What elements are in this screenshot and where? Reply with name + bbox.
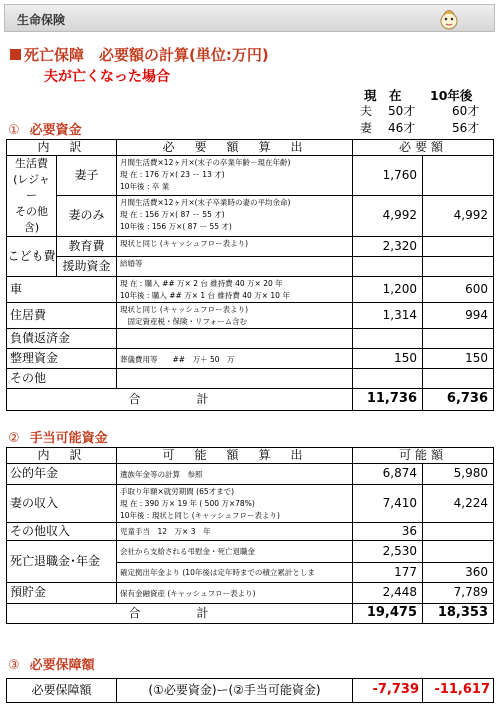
col-header-calc: 可 能 額 算 出 <box>117 448 353 464</box>
header-label: 生命保険 <box>17 13 66 27</box>
table-row <box>7 156 494 196</box>
wife-age-later: 56才 <box>452 121 480 135</box>
wife-label: 妻 <box>360 121 373 135</box>
available-funds-table <box>6 447 494 624</box>
table-row <box>7 369 494 389</box>
col-header-amount: 必要額 <box>353 140 494 156</box>
savings-later: 7,789 <box>423 583 494 604</box>
total-later: 6,736 <box>423 389 494 411</box>
table-row <box>7 329 494 349</box>
education-now: 2,320 <box>353 237 423 257</box>
later-label: 10年後 <box>430 88 473 103</box>
section1-heading: ① 必要資金 <box>8 123 82 138</box>
total-now: 11,736 <box>353 389 423 411</box>
retirement-r2-later: 360 <box>423 563 494 583</box>
car-label: 車 <box>7 277 117 303</box>
wife-age-now: 46才 <box>388 121 416 135</box>
table-row <box>7 277 494 303</box>
mascot-icon <box>436 5 462 31</box>
wife-child-label: 妻子 <box>57 156 117 196</box>
total-row <box>7 604 494 624</box>
page-header <box>4 4 495 32</box>
table-row <box>7 583 494 604</box>
other-income-now: 36 <box>353 523 423 541</box>
aid-label: 援助資金 <box>57 257 117 277</box>
coverage-formula: (①必要資金)ー(②手当可能資金) <box>117 679 353 703</box>
col-header-calc: 必 要 額 算 出 <box>117 140 353 156</box>
retirement-r1-later <box>423 541 494 563</box>
savings-label: 預貯金 <box>7 583 117 604</box>
title-text: 死亡保障 必要額の計算(単位:万円) <box>24 46 269 64</box>
other-now <box>353 369 423 389</box>
col-header-item: 内 訳 <box>7 448 117 464</box>
husband-age-later: 60才 <box>452 104 480 118</box>
wife-income-label: 妻の収入 <box>7 485 117 523</box>
funeral-now: 150 <box>353 349 423 369</box>
table-row <box>7 485 494 523</box>
table-row <box>7 523 494 541</box>
table-row <box>7 349 494 369</box>
wife-income-now: 7,410 <box>353 485 423 523</box>
husband-age-now: 50才 <box>388 104 416 118</box>
other-income-notes: 児童手当 12 万× 3 年 <box>117 523 353 541</box>
other-later <box>423 369 494 389</box>
savings-now: 2,448 <box>353 583 423 604</box>
wife-only-notes: 月間生活費×12ヶ月×(末子卒業時の妻の平均余命) 現 在 : 156 万×( 87 ー 55 才) 10年後 : 156 万×( 87 ー 55 才) <box>117 195 353 236</box>
table-row <box>7 679 494 703</box>
aid-now <box>353 257 423 277</box>
housing-notes: 現状と同じ (キャッシュフロー表より) 固定資産税・保険・リフォーム含む <box>117 303 353 329</box>
wife-only-later: 4,992 <box>423 195 494 236</box>
coverage-label: 必要保障額 <box>7 679 117 703</box>
housing-now: 1,314 <box>353 303 423 329</box>
education-notes: 現状と同じ (キャッシュフロー表より) <box>117 237 353 257</box>
retirement-r2-now: 177 <box>353 563 423 583</box>
housing-later: 994 <box>423 303 494 329</box>
table-header-row <box>7 140 494 156</box>
table-row <box>7 303 494 329</box>
table-row <box>7 237 494 257</box>
pension-now: 6,874 <box>353 464 423 485</box>
section2-heading: ② 手当可能資金 <box>8 431 108 446</box>
other-label: その他 <box>7 369 117 389</box>
col-header-amount: 可能額 <box>353 448 494 464</box>
table-row <box>7 195 494 236</box>
other-notes <box>117 369 353 389</box>
total-row <box>7 389 494 411</box>
debt-now <box>353 329 423 349</box>
car-now: 1,200 <box>353 277 423 303</box>
savings-notes: 保有金融資産 (キャッシュフロー表より) <box>117 583 353 604</box>
debt-label: 負債返済金 <box>7 329 117 349</box>
aid-later <box>423 257 494 277</box>
pension-label: 公的年金 <box>7 464 117 485</box>
wife-child-later <box>423 156 494 196</box>
total-label: 合 計 <box>7 604 353 624</box>
retirement-r2-notes: 確定拠出年金より (10年後は定年時までの積立累計としま <box>117 563 353 583</box>
living-label: 生活費 (レジャー その他 含) <box>7 156 57 237</box>
funeral-notes: 葬儀費用等 ## 万＋ 50 万 <box>117 349 353 369</box>
funeral-label: 整理資金 <box>7 349 117 369</box>
coverage-now: -7,739 <box>353 679 423 703</box>
page-subtitle: 夫が亡くなった場合 <box>44 69 170 85</box>
wife-child-now: 1,760 <box>353 156 423 196</box>
total-now: 19,475 <box>353 604 423 624</box>
housing-label: 住居費 <box>7 303 117 329</box>
wife-only-label: 妻のみ <box>57 195 117 236</box>
table-row <box>7 541 494 563</box>
col-header-item: 内 訳 <box>7 140 117 156</box>
total-label: 合 計 <box>7 389 353 411</box>
other-income-later <box>423 523 494 541</box>
husband-label: 夫 <box>360 104 373 118</box>
retirement-label: 死亡退職金･年金 <box>7 541 117 583</box>
table-row <box>7 257 494 277</box>
debt-notes <box>117 329 353 349</box>
coverage-table <box>6 678 494 703</box>
debt-later <box>423 329 494 349</box>
section3-heading: ③ 必要保障額 <box>8 658 95 673</box>
car-later: 600 <box>423 277 494 303</box>
car-notes: 現 在 : 購入 ## 万× 2 台 維持費 40 万× 20 年 10年後 : 購入 ## 万× 1 台 維持費 40 万× 10 年 <box>117 277 353 303</box>
pension-notes: 遺族年金等の計算 参照 <box>117 464 353 485</box>
table-row <box>7 464 494 485</box>
education-later <box>423 237 494 257</box>
table-header-row <box>7 448 494 464</box>
retirement-r1-notes: 会社から支給される弔慰金・死亡退職金 <box>117 541 353 563</box>
wife-child-notes: 月間生活費×12ヶ月×(末子の卒業年齢－現在年齢) 現 在 : 176 万×( 23 ー 13 才) 10年後 : 卒 業 <box>117 156 353 196</box>
wife-income-notes: 手取り年額×就労期間 (65才まで) 現 在 : 390 万× 19 年 ( 500 万×78%) 10年後 : 現状と同じ (キャッシュフロー表より) <box>117 485 353 523</box>
retirement-r1-now: 2,530 <box>353 541 423 563</box>
wife-income-later: 4,224 <box>423 485 494 523</box>
other-income-label: その他収入 <box>7 523 117 541</box>
required-funds-table <box>6 139 494 411</box>
wife-only-now: 4,992 <box>353 195 423 236</box>
page-title <box>10 44 269 65</box>
funeral-later: 150 <box>423 349 494 369</box>
aid-notes: 結婚等 <box>117 257 353 277</box>
total-later: 18,353 <box>423 604 494 624</box>
now-label: 現 在 <box>364 88 402 103</box>
education-label: 教育費 <box>57 237 117 257</box>
coverage-later: -11,617 <box>423 679 494 703</box>
children-label: こども費 <box>7 237 57 277</box>
pension-later: 5,980 <box>423 464 494 485</box>
